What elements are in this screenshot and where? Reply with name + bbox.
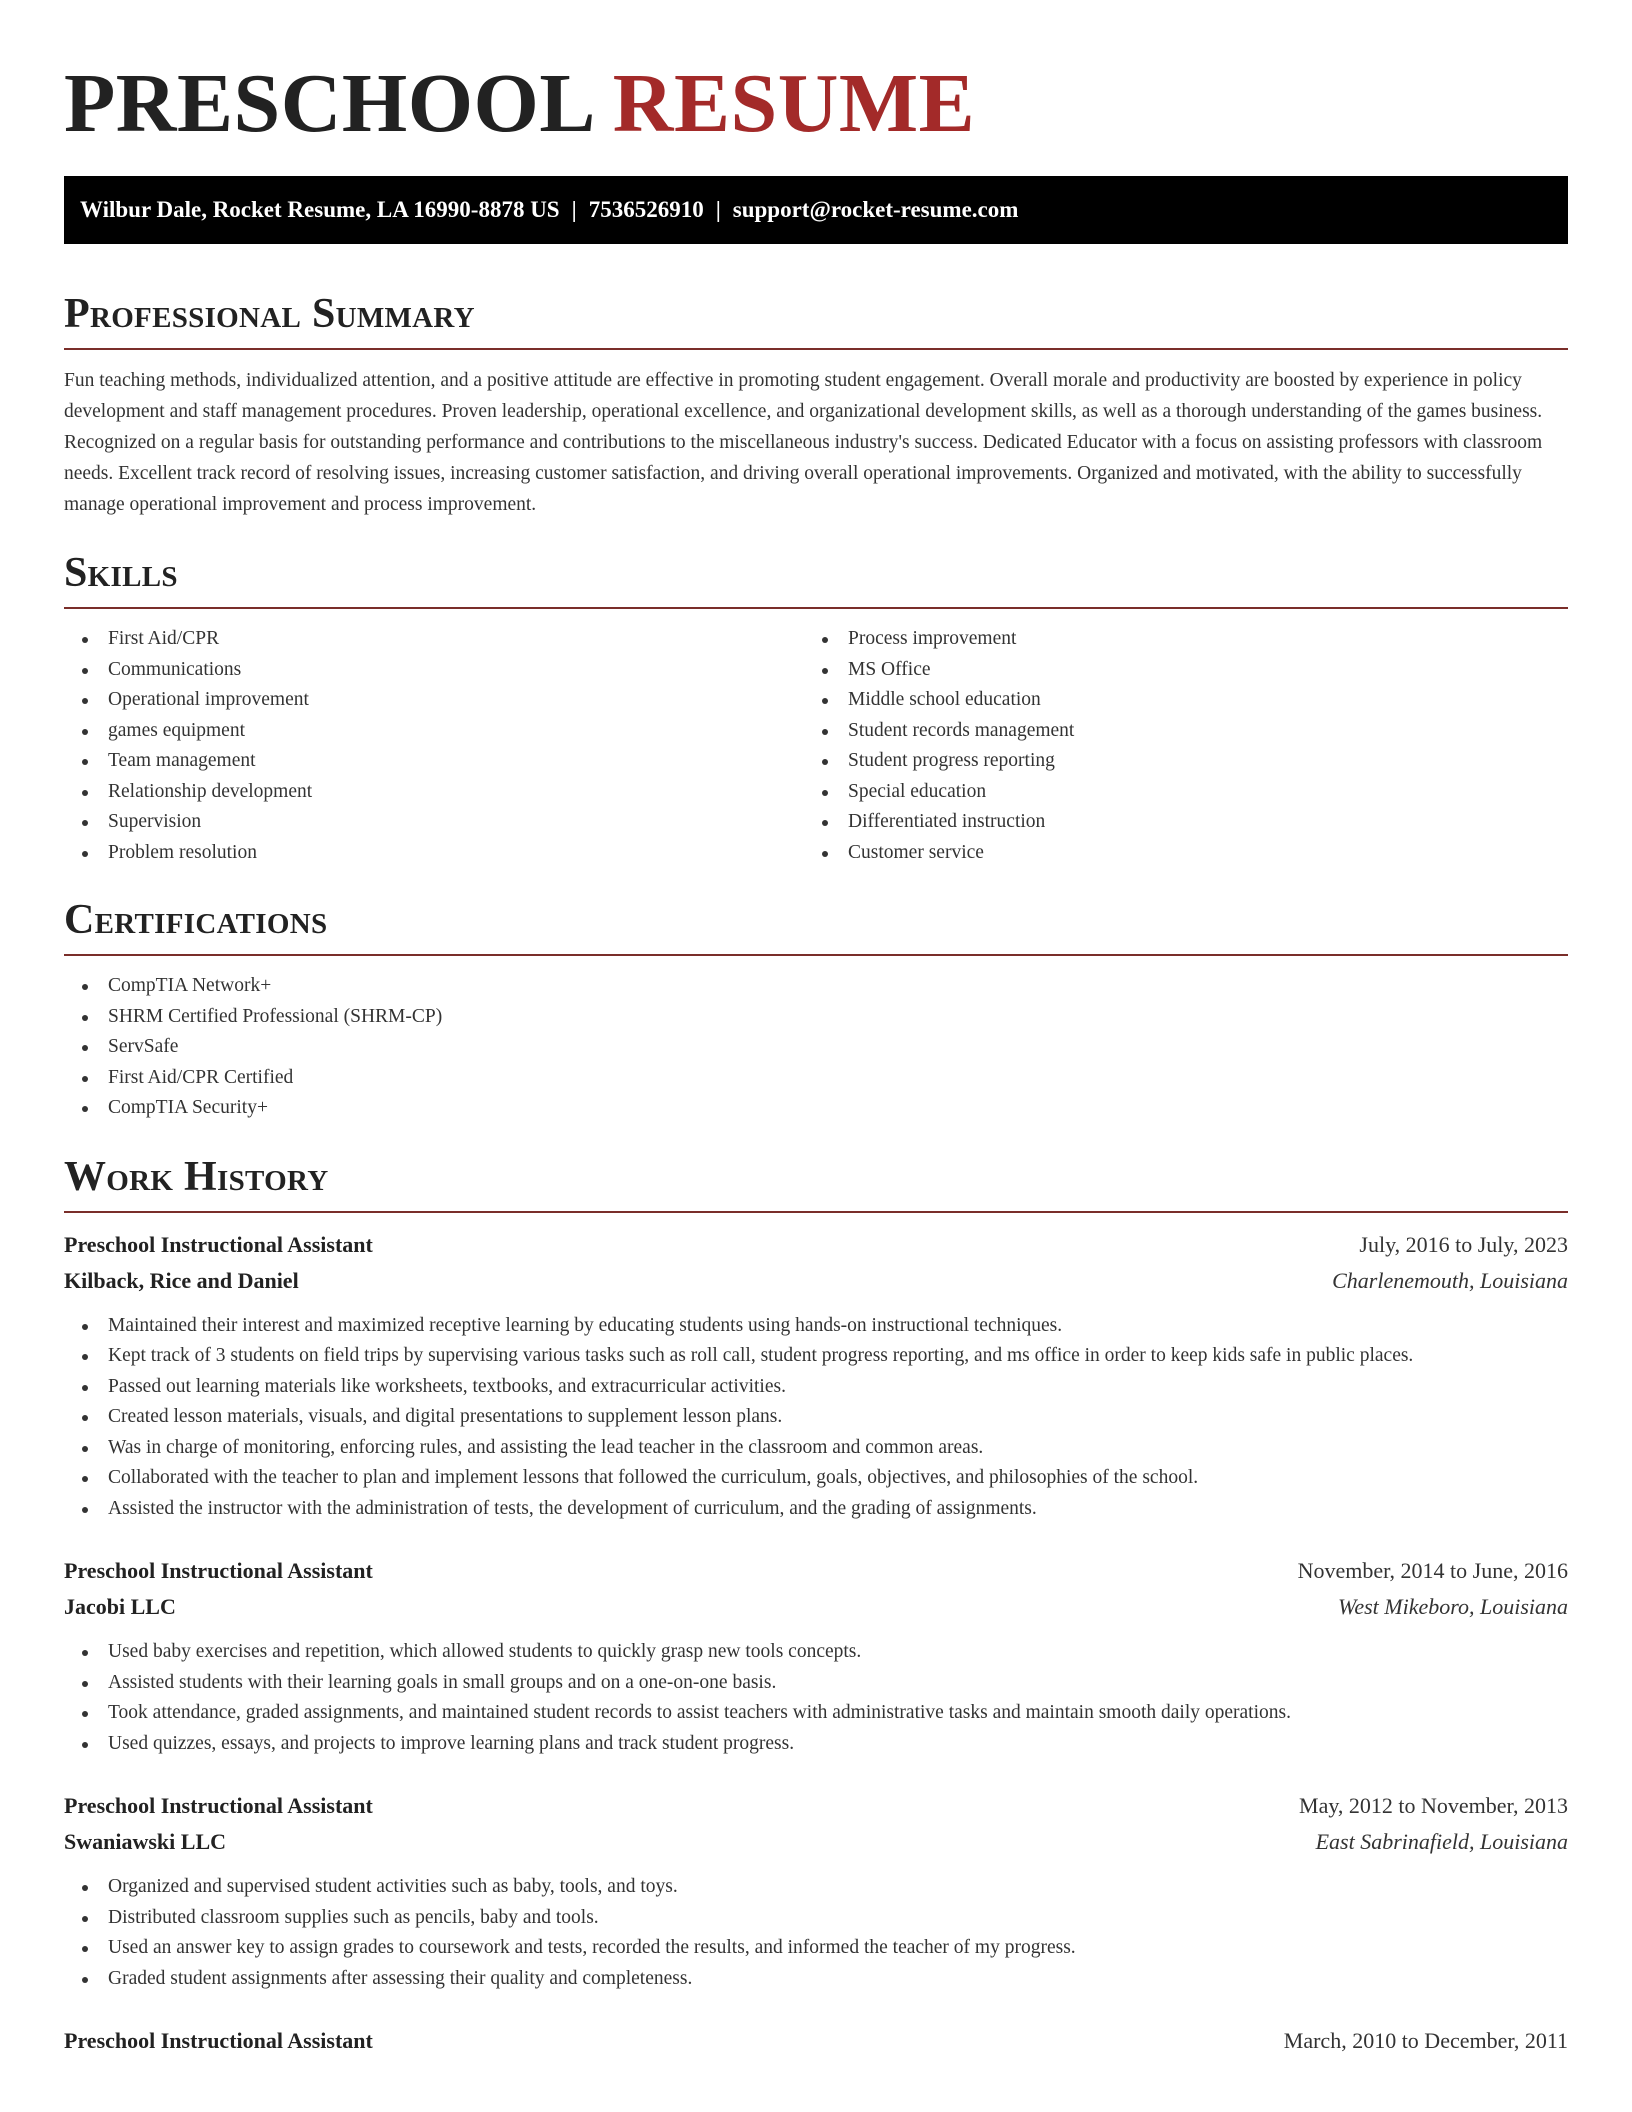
- job-duty: Was in charge of monitoring, enforcing rules, and assisting the lead teacher in the classroom and common areas.: [64, 1433, 1568, 1464]
- certifications-heading: Certifications: [64, 896, 1568, 956]
- job-duty: Took attendance, graded assignments, and maintained student records to assist teachers with administrative tasks and maintain smooth daily operations.: [64, 1698, 1568, 1729]
- job-title: Preschool Instructional Assistant: [64, 1793, 373, 1818]
- skill-item: Problem resolution: [64, 838, 804, 869]
- skill-item: Middle school education: [804, 685, 1544, 716]
- contact-email: support@rocket-resume.com: [732, 197, 1019, 222]
- certification-item: ServSafe: [64, 1032, 1568, 1063]
- skill-item: Supervision: [64, 807, 804, 838]
- skill-item: First Aid/CPR: [64, 624, 804, 655]
- job-company: Kilback, Rice and Daniel: [64, 1267, 299, 1293]
- skills-right-column: [804, 624, 1544, 868]
- job-duty: Collaborated with the teacher to plan and implement lessons that followed the curriculum, goals, objectives, and philosophies of the school.: [64, 1463, 1568, 1494]
- job-title: Preschool Instructional Assistant: [64, 2028, 373, 2053]
- job-entry: [64, 1227, 1568, 1525]
- job-dates: July, 2016 to July, 2023: [1359, 1231, 1568, 1257]
- job-location: East Sabrinafield, Louisiana: [1315, 1829, 1568, 1854]
- skills-left-column: [64, 624, 804, 868]
- skill-item: Differentiated instruction: [804, 807, 1544, 838]
- job-dates: November, 2014 to June, 2016: [1297, 1558, 1568, 1583]
- summary-text: Fun teaching methods, individualized attention, and a positive attitude are effective in promoting student engagement. Overall morale and productivity are boosted by experience in policy development and staff management procedures. Proven leadership, operational excellence, and organizational development skills, as well as a thorough understanding of the games business. Recognized on a regular basis for outstanding performance and contributions to the miscellaneous industry's success. Dedicated Educator with a focus on assisting professors with classroom needs. Excellent track record of resolving issues, increasing customer satisfaction, and driving overall operational improvements. Organized and motivated, with the ability to successfully manage operational improvement and process improvement.: [64, 370, 1543, 515]
- skill-item: Student progress reporting: [804, 746, 1544, 777]
- job-entry: [64, 1788, 1568, 1994]
- job-duty: Kept track of 3 students on field trips by supervising various tasks such as roll call, student progress reporting, and ms office in order to keep kids safe in public places.: [64, 1341, 1568, 1372]
- job-company-row: [64, 1263, 1568, 1299]
- skill-item: Process improvement: [804, 624, 1544, 655]
- summary-heading: Professional Summary: [64, 290, 1568, 350]
- work-history-heading: Work History: [64, 1153, 1568, 1213]
- job-duty: Created lesson materials, visuals, and digital presentations to supplement lesson plans.: [64, 1402, 1568, 1433]
- job-duty: Maintained their interest and maximized receptive learning by educating students using hands-on instructional techniques.: [64, 1311, 1568, 1342]
- skills-list-right: [804, 624, 1544, 868]
- contact-address: Wilbur Dale, Rocket Resume, LA 16990-8878 US: [80, 197, 560, 222]
- skills-heading: Skills: [64, 549, 1568, 609]
- job-dates: May, 2012 to November, 2013: [1299, 1793, 1568, 1818]
- job-header-row: [64, 1227, 1568, 1263]
- certification-item: SHRM Certified Professional (SHRM-CP): [64, 1002, 1568, 1033]
- job-duty: Organized and supervised student activities such as baby, tools, and toys.: [64, 1872, 1568, 1903]
- certification-item: First Aid/CPR Certified: [64, 1063, 1568, 1094]
- job-header-row: [64, 2023, 1568, 2059]
- job-duty: Used an answer key to assign grades to coursework and tests, recorded the results, and informed the teacher of my progress.: [64, 1933, 1568, 1964]
- job-duty: Distributed classroom supplies such as pencils, baby and tools.: [64, 1903, 1568, 1934]
- skills-section: [64, 549, 1568, 868]
- skills-list-left: [64, 624, 804, 868]
- job-company-row: [64, 1589, 1568, 1625]
- skill-item: Team management: [64, 746, 804, 777]
- skill-item: Special education: [804, 777, 1544, 808]
- job-duty: Assisted students with their learning goals in small groups and on a one-on-one basis.: [64, 1668, 1568, 1699]
- job-company: Swaniawski LLC: [64, 1829, 227, 1854]
- skill-item: Communications: [64, 655, 804, 686]
- title-word-resume: RESUME: [612, 57, 976, 150]
- job-entry: [64, 1553, 1568, 1759]
- skill-item: MS Office: [804, 655, 1544, 686]
- contact-bar: [64, 176, 1568, 244]
- skill-item: Operational improvement: [64, 685, 804, 716]
- certification-item: CompTIA Network+: [64, 971, 1568, 1002]
- job-header-row: [64, 1553, 1568, 1589]
- skill-item: Relationship development: [64, 777, 804, 808]
- contact-phone: 7536526910: [588, 197, 704, 222]
- job-duties-list: [64, 1637, 1568, 1759]
- certifications-section: [64, 896, 1568, 1124]
- work-history-section: [64, 1153, 1568, 2060]
- job-duty: Graded student assignments after assessing their quality and completeness.: [64, 1964, 1568, 1995]
- job-title: Preschool Instructional Assistant: [64, 1558, 373, 1583]
- contact-separator: |: [715, 197, 721, 222]
- job-duty: Assisted the instructor with the administration of tests, the development of curriculum, and the grading of assignments.: [64, 1494, 1568, 1525]
- job-duty: Used quizzes, essays, and projects to improve learning plans and track student progress.: [64, 1729, 1568, 1760]
- job-dates: March, 2010 to December, 2011: [1283, 2028, 1568, 2053]
- job-duties-list: [64, 1311, 1568, 1525]
- job-entry: [64, 2023, 1568, 2059]
- job-title: Preschool Instructional Assistant: [64, 1231, 373, 1257]
- job-header-row: [64, 1788, 1568, 1824]
- summary-section: [64, 290, 1568, 520]
- skill-item: Customer service: [804, 838, 1544, 869]
- resume-title: [64, 0, 1568, 168]
- job-duty: Used baby exercises and repetition, which allowed students to quickly grasp new tools concepts.: [64, 1637, 1568, 1668]
- title-word-preschool: PRESCHOOL: [64, 57, 592, 150]
- job-location: Charlenemouth, Louisiana: [1332, 1267, 1568, 1293]
- certifications-list: [64, 971, 1568, 1124]
- resume-page: [64, 0, 1568, 2059]
- job-company: Jacobi LLC: [64, 1594, 176, 1619]
- skills-columns: [64, 624, 1568, 868]
- job-company-row: [64, 1824, 1568, 1860]
- skill-item: Student records management: [804, 716, 1544, 747]
- job-duties-list: [64, 1872, 1568, 1994]
- job-location: West Mikeboro, Louisiana: [1338, 1594, 1568, 1619]
- certification-item: CompTIA Security+: [64, 1093, 1568, 1124]
- skill-item: games equipment: [64, 716, 804, 747]
- contact-separator: |: [571, 197, 577, 222]
- job-duty: Passed out learning materials like worksheets, textbooks, and extracurricular activities.: [64, 1372, 1568, 1403]
